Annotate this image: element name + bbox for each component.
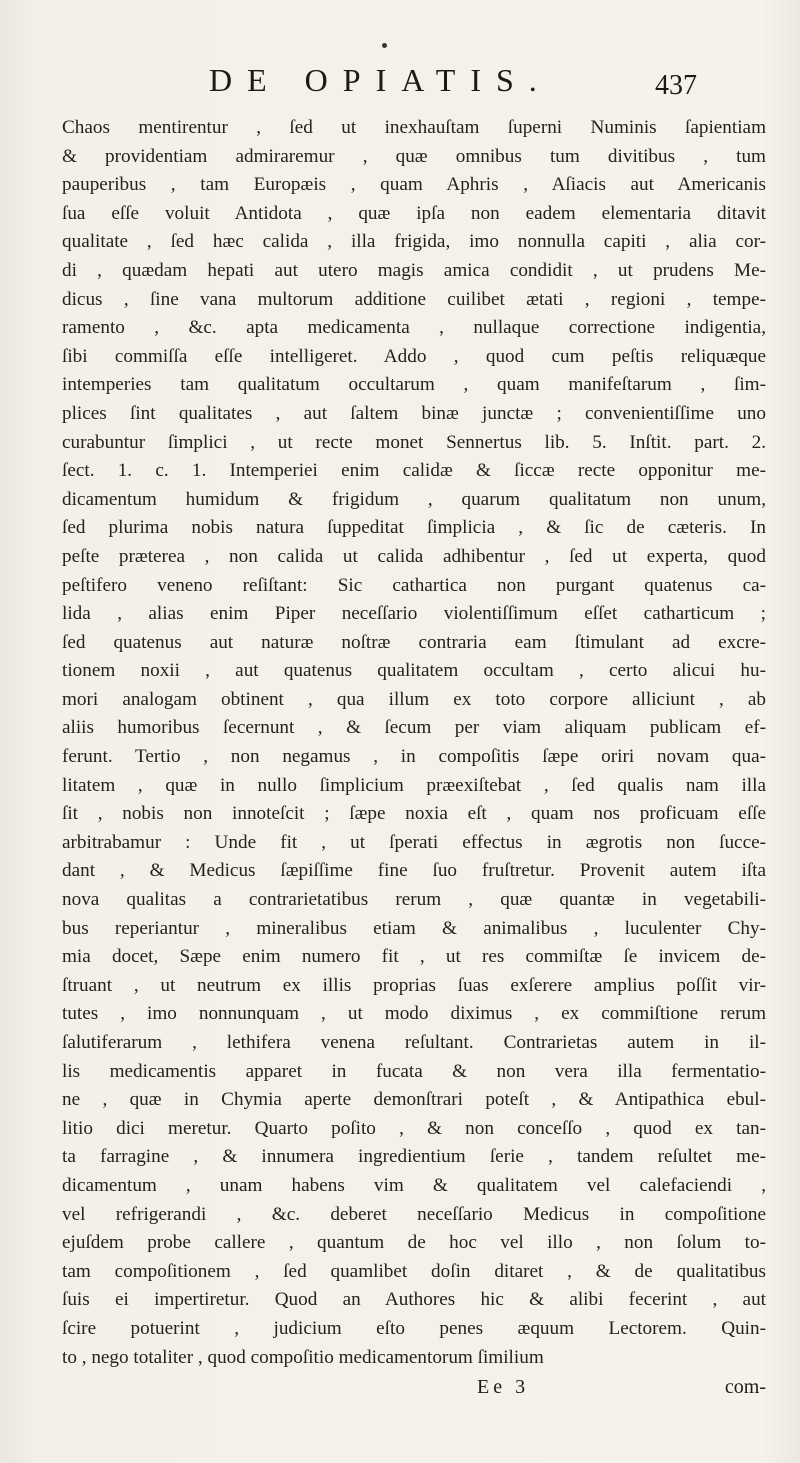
text-line: tionem noxii , aut quatenus qualitatem occultam , certo alicui hu-	[62, 660, 766, 682]
text-line: dicamentum , unam habens vim & qualitatem vel calefaciendi ,	[62, 1174, 766, 1196]
body-text	[62, 114, 766, 1372]
text-line: ſua eſſe voluit Antidota , quæ ipſa non eadem elementaria ditavit	[62, 202, 766, 224]
signature-mark: Ee 3	[477, 1376, 530, 1398]
text-line: lis medicamentis apparet in fucata & non vera illa fermentatio-	[62, 1060, 766, 1082]
catchword: com-	[724, 1376, 766, 1398]
text-line: lida , alias enim Piper neceſſario violentiſſimum eſſet catharticum ;	[62, 603, 766, 625]
text-line: ſed quatenus aut naturæ noſtræ contraria eam ſtimulant ad excre-	[62, 631, 766, 653]
text-line: dant , & Medicus ſæpiſſime fine ſuo fruſtretur. Provenit autem iſta	[62, 860, 766, 882]
text-line: ſit , nobis non innoteſcit ; ſæpe noxia eſt , quam nos proficuam eſſe	[62, 803, 766, 825]
page-header	[209, 62, 709, 106]
text-line: tutes , imo nonnunquam , ut modo diximus , ex commiſtione rerum	[62, 1003, 766, 1025]
text-line: ſtruant , ut neutrum ex illis proprias ſuas exſerere amplius poſſit vir-	[62, 974, 766, 996]
text-line: arbitrabamur : Unde fit , ut ſperati effectus in ægrotis non ſucce-	[62, 831, 766, 853]
text-line: ſalutiferarum , lethifera venena reſultant. Contrarietas autem in il-	[62, 1032, 766, 1053]
text-line: ejuſdem probe callere , quantum de hoc vel illo , non ſolum to-	[62, 1232, 766, 1254]
text-line: tam compoſitionem , ſed quamlibet doſin ditaret , & de qualitatibus	[62, 1260, 766, 1282]
text-line: bus reperiantur , mineralibus etiam & animalibus , luculenter Chy-	[62, 917, 766, 939]
page-footer	[62, 1376, 766, 1406]
text-line: Chaos mentirentur , ſed ut inexhauſtam ſuperni Numinis ſapientiam	[62, 117, 766, 138]
text-line: peſtifero veneno reſiſtant: Sic cathartica non purgant quatenus ca-	[62, 574, 766, 596]
text-line: qualitate , ſed hæc calida , illa frigida, imo nonnulla capiti , alia cor-	[62, 231, 766, 253]
text-line: aliis humoribus ſecernunt , & ſecum per viam aliquam publicam ef-	[62, 717, 766, 739]
text-line: ſect. 1. c. 1. Intemperiei enim calidæ & ſiccæ recte opponitur me-	[62, 460, 766, 482]
text-line: mori analogam obtinent , qua illum ex toto corpore alliciunt , ab	[62, 688, 766, 710]
text-line: ſibi commiſſa eſſe intelligeret. Addo , quod cum peſtis reliquæque	[62, 345, 766, 367]
text-line: dicamentum humidum & frigidum , quarum qualitatum non unum,	[62, 488, 766, 510]
text-line: ſuis ei impertiretur. Quod an Authores hic & alibi fecerint , aut	[62, 1289, 766, 1311]
page-number: 437	[655, 70, 697, 101]
ink-dot	[382, 43, 387, 48]
text-line: plices ſint qualitates , aut ſaltem binæ junctæ ; convenientiſſime uno	[62, 402, 766, 424]
text-line: curabuntur ſimplici , ut recte monet Sennertus lib. 5. Inſtit. part. 2.	[62, 431, 766, 453]
text-line: litatem , quæ in nullo ſimplicium præexiſtebat , ſed qualis nam illa	[62, 774, 766, 796]
text-line: ramento , &c. apta medicamenta , nullaque correctione indigentia,	[62, 317, 766, 339]
text-line: peſte præterea , non calida ut calida adhibentur , ſed ut experta, quod	[62, 545, 766, 567]
running-title: DE OPIATIS.	[209, 62, 552, 98]
text-line: ſcire potuerint , judicium eſto penes æquum Lectorem. Quin-	[62, 1317, 766, 1339]
text-line: ferunt. Tertio , non negamus , in compoſitis ſæpe oriri novam qua-	[62, 746, 766, 768]
text-line: vel refrigerandi , &c. deberet neceſſario Medicus in compoſitione	[62, 1203, 766, 1225]
text-line: to , nego totaliter , quod compoſitio medicamentorum ſimilium	[62, 1346, 544, 1368]
text-line: ſed plurima nobis natura ſuppeditat ſimplicia , & ſic de cæteris. In	[62, 517, 766, 539]
text-line: di , quædam hepati aut utero magis amica condidit , ut prudens Me-	[62, 259, 766, 281]
text-line: dicus , ſine vana multorum additione cuilibet ætati , regioni , tempe-	[62, 288, 766, 310]
text-line: mia docet, Sæpe enim numero fit , ut res commiſtæ ſe invicem de-	[62, 946, 766, 968]
text-line: litio dici meretur. Quarto poſito , & non conceſſo , quod ex tan-	[62, 1117, 766, 1139]
text-line: nova qualitas a contrarietatibus rerum , quæ quantæ in vegetabili-	[62, 889, 766, 911]
text-line: & providentiam admiraremur , quæ omnibus tum divitibus , tum	[62, 145, 766, 167]
text-line: pauperibus , tam Europæis , quam Aphris , Aſiacis aut Americanis	[62, 174, 766, 196]
text-line: ta farragine , & innumera ingredientium ſerie , tandem reſultet me-	[62, 1146, 766, 1168]
text-line: intemperies tam qualitatum occultarum , quam manifeſtarum , ſim-	[62, 374, 766, 396]
text-line: ne , quæ in Chymia aperte demonſtrari poteſt , & Antipathica ebul-	[62, 1089, 766, 1111]
